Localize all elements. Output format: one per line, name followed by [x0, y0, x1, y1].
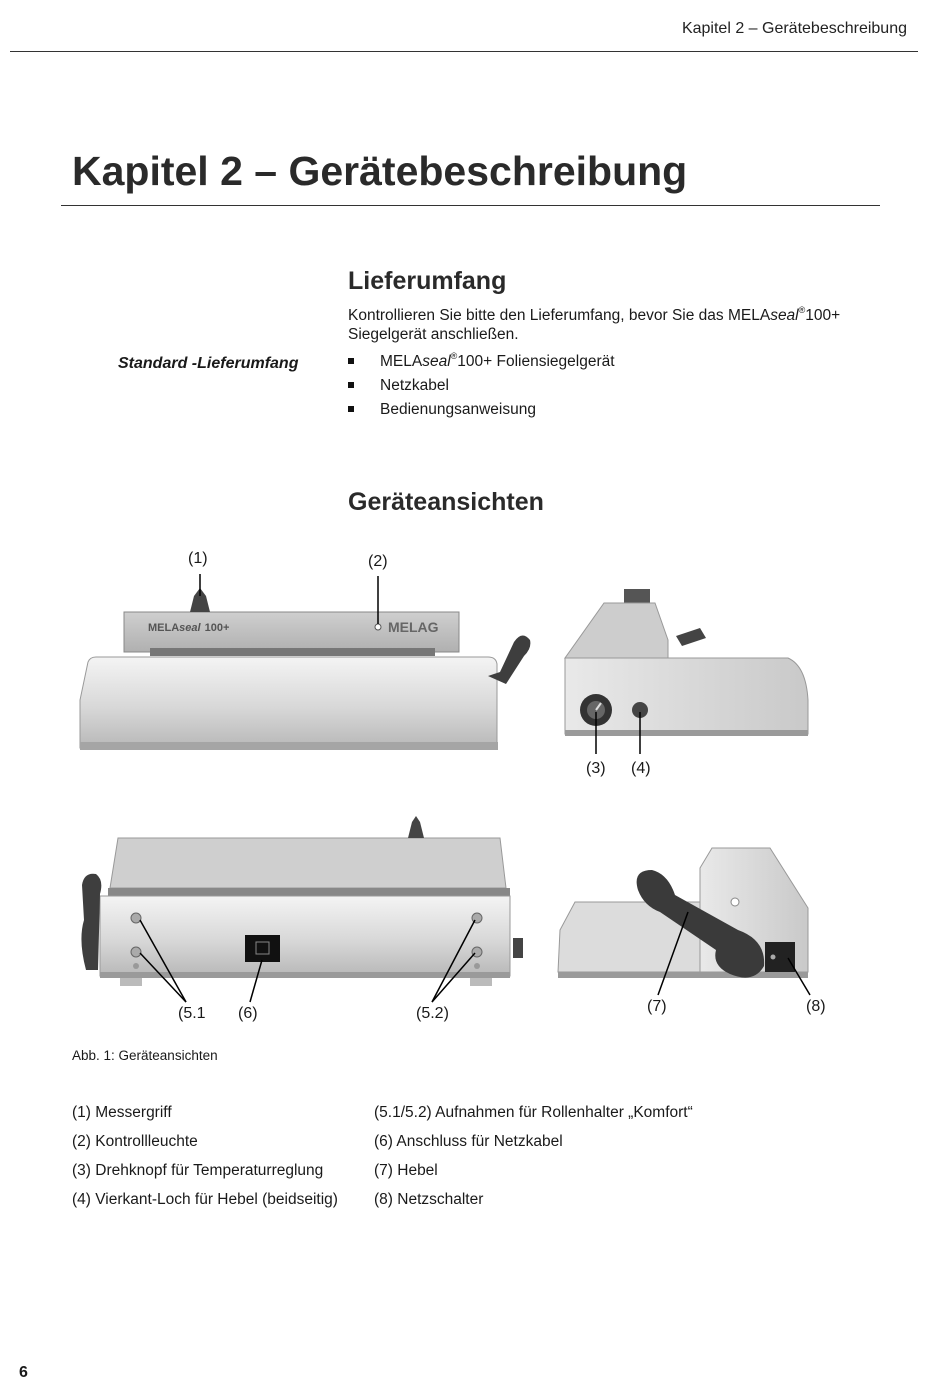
item-registered-mark: ® — [450, 351, 458, 361]
item-text-italic: seal — [422, 353, 451, 370]
front-view-illustration — [80, 588, 530, 750]
section-title-scope: Lieferumfang — [348, 267, 507, 295]
legend-item: (1) Messergriff — [72, 1104, 172, 1121]
chapter-title: Kapitel 2 – Gerätebeschreibung — [72, 148, 688, 194]
scope-side-label: Standard -Lieferumfang — [118, 355, 299, 372]
intro-registered-mark: ® — [798, 305, 806, 315]
list-item-text: Bedienungsanweisung — [380, 401, 536, 418]
brand-label: MELAseal 100+ — [148, 622, 230, 634]
side-view-left-illustration — [565, 589, 808, 736]
side-view-right-illustration — [558, 848, 808, 978]
side-lever-icon — [676, 628, 706, 646]
sealing-slot — [150, 648, 435, 656]
power-socket-icon — [245, 935, 280, 962]
callout-5-1: (5.1 — [178, 1005, 206, 1022]
front-base — [80, 742, 498, 750]
intro-text-italic: seal — [770, 307, 799, 324]
callout-3: (3) — [586, 760, 606, 777]
side-base — [565, 730, 808, 736]
rear-top-panel — [110, 838, 506, 888]
legend-item: (6) Anschluss für Netzkabel — [374, 1133, 563, 1150]
callout-7: (7) — [647, 998, 667, 1015]
rear-body — [100, 896, 510, 976]
power-switch-icon — [765, 942, 795, 972]
maker-label: MELAG — [388, 619, 439, 635]
legend-item: (4) Vierkant-Loch für Hebel (beidseitig) — [72, 1191, 338, 1208]
indicator-light-icon — [375, 624, 381, 630]
callout-5-2: (5.2) — [416, 1005, 449, 1022]
callout-2: (2) — [368, 553, 388, 570]
callout-6: (6) — [238, 1005, 258, 1022]
legend-item: (7) Hebel — [374, 1162, 438, 1179]
legend-item: (5.1/5.2) Aufnahmen für Rollenhalter „Komfort“ — [374, 1104, 693, 1121]
page-number: 6 — [19, 1364, 28, 1381]
legend-item: (2) Kontrollleuchte — [72, 1133, 198, 1150]
running-header: Kapitel 2 – Gerätebeschreibung — [681, 20, 907, 37]
rear-knife-handle-icon — [408, 816, 424, 838]
figure-caption: Abb. 1: Geräteansichten — [72, 1048, 218, 1063]
intro-text-a: Kontrollieren Sie bitte den Lieferumfang, bevor Sie das MELA — [348, 307, 771, 324]
item-text-b: 100+ Foliensiegelgerät — [457, 353, 615, 370]
intro-text-b: 100+ Siegelgerät anschließen. — [348, 307, 841, 343]
callout-1: (1) — [188, 550, 208, 567]
section-title-views: Geräteansichten — [348, 488, 544, 516]
legend-item: (8) Netzschalter — [374, 1191, 484, 1208]
side-upper-body — [565, 603, 668, 658]
callout-4: (4) — [631, 760, 651, 777]
rear-lever-icon — [81, 874, 101, 970]
front-body — [80, 657, 497, 748]
callout-8: (8) — [806, 998, 826, 1015]
item-text-a: MELA — [380, 353, 423, 370]
legend-item: (3) Drehknopf für Temperaturreglung — [72, 1162, 324, 1179]
list-item-text: Netzkabel — [380, 377, 449, 394]
roll-holder-mount-icon — [131, 913, 141, 923]
